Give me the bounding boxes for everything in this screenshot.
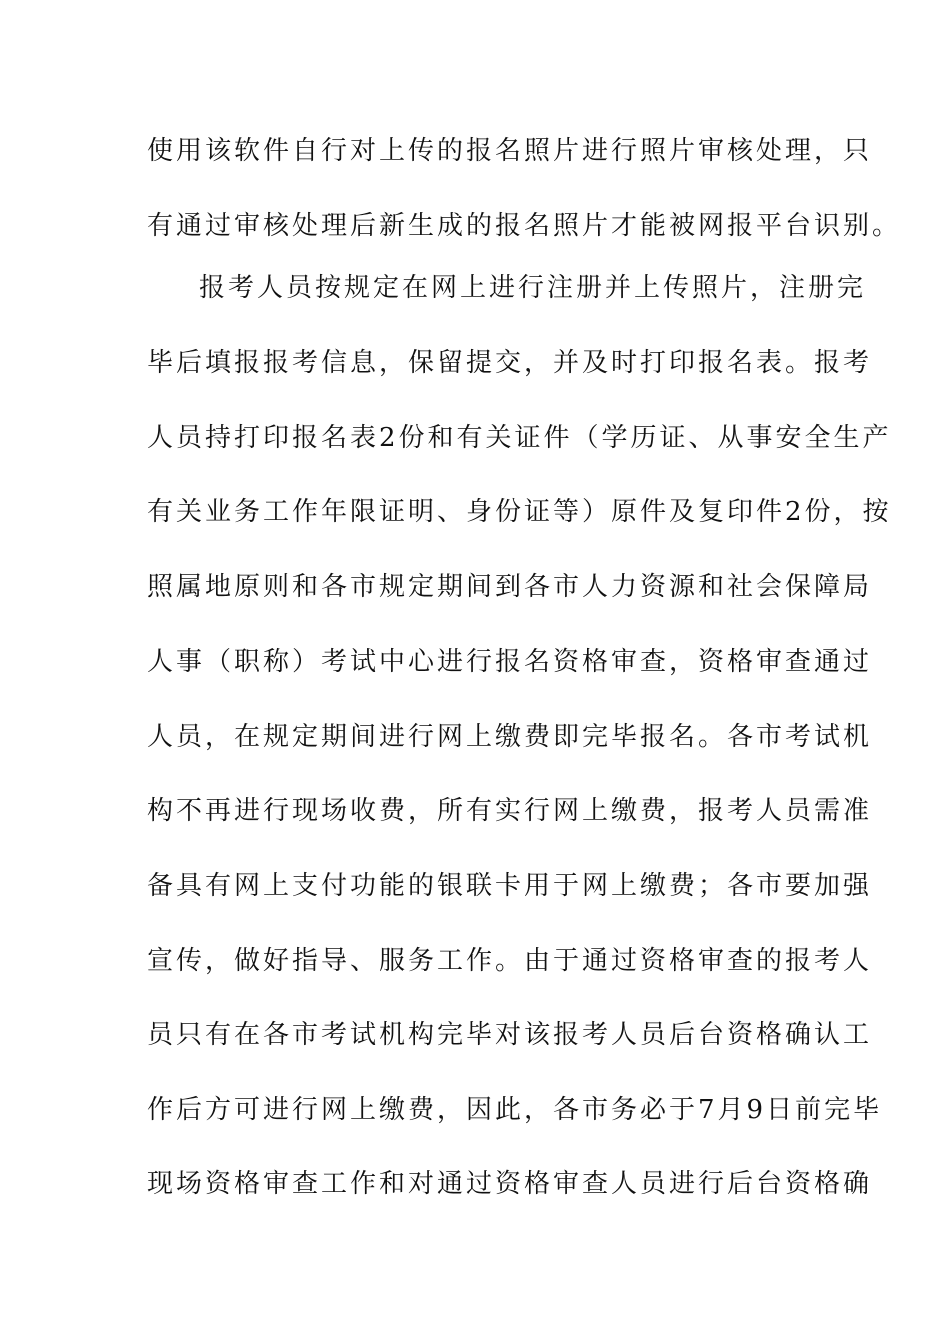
text-line-9: 人员，在规定期间进行网上缴费即完毕报名。各市考试机 bbox=[147, 722, 873, 752]
text-line-5: 人员持打印报名表2份和有关证件（学历证、从事安全生产 bbox=[147, 423, 892, 453]
text-line-8: 人事（职称）考试中心进行报名资格审查，资格审查通过 bbox=[147, 647, 873, 677]
text-line-1: 使用该软件自行对上传的报名照片进行照片审核处理，只 bbox=[147, 136, 873, 166]
text-line-7: 照属地原则和各市规定期间到各市人力资源和社会保障局 bbox=[147, 572, 873, 602]
text-line-10: 构不再进行现场收费，所有实行网上缴费，报考人员需准 bbox=[147, 796, 873, 826]
text-line-14: 作后方可进行网上缴费，因此，各市务必于7月9日前完毕 bbox=[147, 1095, 883, 1125]
text-line-4: 毕后填报报考信息，保留提交，并及时打印报名表。报考 bbox=[147, 348, 873, 378]
text-line-12: 宣传，做好指导、服务工作。由于通过资格审查的报考人 bbox=[147, 946, 873, 976]
text-line-11: 备具有网上支付功能的银联卡用于网上缴费；各市要加强 bbox=[147, 871, 873, 901]
text-line-2: 有通过审核处理后新生成的报名照片才能被网报平台识别。 bbox=[147, 211, 902, 241]
text-line-13: 员只有在各市考试机构完毕对该报考人员后台资格确认工 bbox=[147, 1020, 873, 1050]
text-line-15: 现场资格审查工作和对通过资格审查人员进行后台资格确 bbox=[147, 1169, 873, 1199]
text-line-6: 有关业务工作年限证明、身份证等）原件及复印件2份，按 bbox=[147, 497, 892, 527]
text-line-3: 报考人员按规定在网上进行注册并上传照片，注册完 bbox=[199, 273, 867, 303]
